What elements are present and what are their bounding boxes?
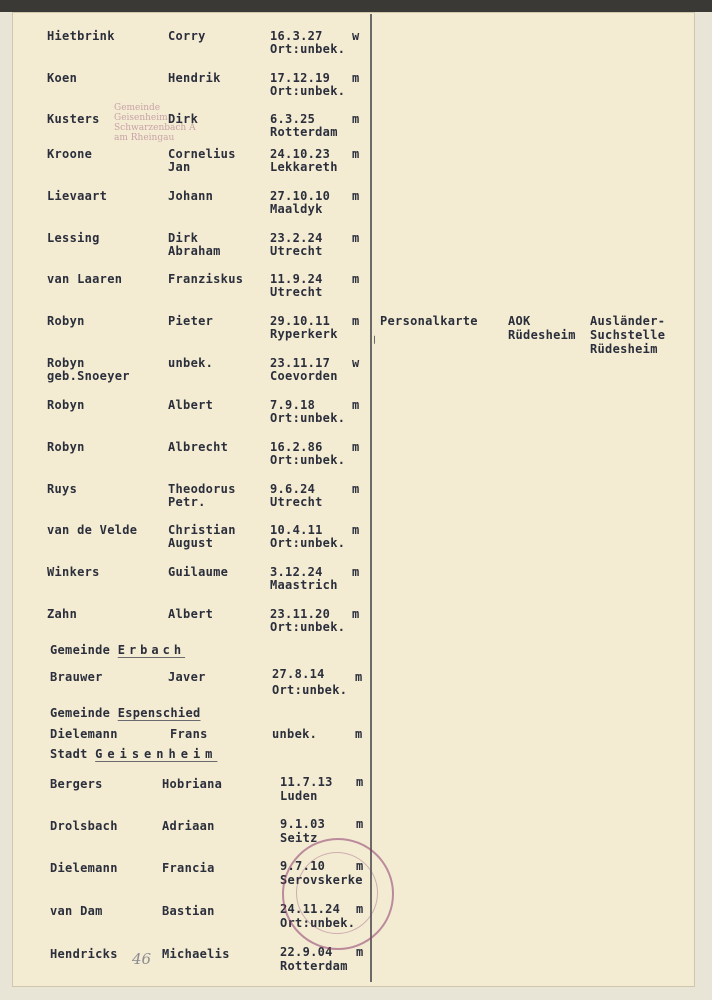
birth-date: 16.3.27 xyxy=(270,29,323,43)
birth-place: Ort:unbek. xyxy=(270,620,346,634)
sex: m xyxy=(356,902,364,916)
surname: Kroone xyxy=(47,147,93,161)
surname: Dielemann xyxy=(50,861,118,875)
birth-place: Luden xyxy=(280,789,318,803)
birth-date: 23.11.17 xyxy=(270,356,331,370)
birth-date: 29.10.11 xyxy=(270,314,331,328)
first-name: Adriaan xyxy=(162,819,215,833)
birth-date: 3.12.24 xyxy=(270,565,323,579)
birth-date: 7.9.18 xyxy=(270,398,316,412)
first-name: Hobriana xyxy=(162,777,223,791)
first-name: Albert xyxy=(168,607,214,621)
surname: van de Velde xyxy=(47,523,138,537)
birth-place: Lekkareth xyxy=(270,160,338,174)
first-name: Corry xyxy=(168,29,206,43)
surname: Robyn xyxy=(47,356,85,370)
surname: Dielemann xyxy=(50,727,118,741)
office-line-3: Rüdesheim xyxy=(590,342,658,356)
first-name: Dirk xyxy=(168,112,199,126)
sex: m xyxy=(355,727,363,741)
sex: m xyxy=(352,112,360,126)
sex: m xyxy=(352,523,360,537)
surname: Kusters xyxy=(47,112,100,126)
first-name: Francia xyxy=(162,861,215,875)
round-stamp-inner xyxy=(296,852,378,934)
birth-date: 27.8.14 xyxy=(272,667,325,681)
first-name: Guilaume xyxy=(168,565,229,579)
sex: m xyxy=(352,231,360,245)
sex: m xyxy=(352,607,360,621)
office-line-2: Suchstelle xyxy=(590,328,666,342)
first-name: Dirk xyxy=(168,231,199,245)
surname: Koen xyxy=(47,71,78,85)
birth-place: Utrecht xyxy=(270,495,323,509)
sex: m xyxy=(352,147,360,161)
birth-place: Rotterdam xyxy=(270,125,338,139)
surname: Hendricks xyxy=(50,947,118,961)
birth-date: 23.2.24 xyxy=(270,231,323,245)
birth-date: 10.4.11 xyxy=(270,523,323,537)
surname: van Laaren xyxy=(47,272,123,286)
first-name: Franziskus xyxy=(168,272,244,286)
birth-date: 9.6.24 xyxy=(270,482,316,496)
first-name: Javer xyxy=(168,670,206,684)
first-name: Bastian xyxy=(162,904,215,918)
birth-place: Ryperkerk xyxy=(270,327,338,341)
section-name: Erbach xyxy=(117,643,186,657)
sex: m xyxy=(352,272,360,286)
insurance-name: AOK xyxy=(508,314,531,328)
sex: m xyxy=(352,565,360,579)
section-header-geisenheim: Stadt Geisenheim xyxy=(50,747,218,761)
surname: Robyn xyxy=(47,314,85,328)
surname: Lessing xyxy=(47,231,100,245)
scanner-top-bar xyxy=(0,0,712,12)
surname: Lievaart xyxy=(47,189,108,203)
birth-place: Ort:unbek. xyxy=(270,42,346,56)
birth-date: 6.3.25 xyxy=(270,112,316,126)
birth-date: 23.11.20 xyxy=(270,607,331,621)
surname: van Dam xyxy=(50,904,103,918)
section-header-erbach: Gemeinde Erbach xyxy=(50,643,186,657)
first-name-line-2: Petr. xyxy=(168,495,206,509)
sex: w xyxy=(352,29,360,43)
first-name: Albrecht xyxy=(168,440,229,454)
sex: m xyxy=(352,314,360,328)
birth-date: 27.10.10 xyxy=(270,189,331,203)
birth-place: Coevorden xyxy=(270,369,338,383)
surname: Hietbrink xyxy=(47,29,115,43)
section-name: Espenschied xyxy=(117,706,201,720)
birth-place: Ort:unbek. xyxy=(270,411,346,425)
birth-date: 16.2.86 xyxy=(270,440,323,454)
first-name: Albert xyxy=(168,398,214,412)
first-name: Christian xyxy=(168,523,236,537)
first-name: Hendrik xyxy=(168,71,221,85)
first-name: Cornelius xyxy=(168,147,236,161)
office-line-1: Ausländer- xyxy=(590,314,666,328)
first-name: unbek. xyxy=(168,356,214,370)
birth-date: 9.7.10 xyxy=(280,859,326,873)
sex: m xyxy=(356,775,364,789)
faint-stamp: Gemeinde Geisenheim Schwarzenbach A am Rheingau xyxy=(114,103,196,143)
birth-date: 24.10.23 xyxy=(270,147,331,161)
birth-date: 22.9.04 xyxy=(280,945,333,959)
birth-place: Serovskerke xyxy=(280,873,363,887)
sex: m xyxy=(355,670,363,684)
birth-place: Utrecht xyxy=(270,285,323,299)
birth-place: Ort:unbek. xyxy=(270,536,346,550)
first-name: Theodorus xyxy=(168,482,236,496)
surname: Winkers xyxy=(47,565,100,579)
first-name: Michaelis xyxy=(162,947,230,961)
card-type: Personalkarte xyxy=(380,314,478,328)
first-name-line-2: Jan xyxy=(168,160,191,174)
first-name: Johann xyxy=(168,189,214,203)
birth-date: 11.7.13 xyxy=(280,775,333,789)
sex: m xyxy=(352,71,360,85)
birth-place: Maastrich xyxy=(270,578,338,592)
birth-date: unbek. xyxy=(272,727,318,741)
surname: Robyn xyxy=(47,440,85,454)
sex: m xyxy=(352,398,360,412)
insurance-location: Rüdesheim xyxy=(508,328,576,342)
surname: Brauwer xyxy=(50,670,103,684)
birth-place: Maaldyk xyxy=(270,202,323,216)
sex: m xyxy=(356,817,364,831)
first-name-line-2: Abraham xyxy=(168,244,221,258)
sex: m xyxy=(352,189,360,203)
column-divider xyxy=(370,14,372,982)
birth-date: 9.1.03 xyxy=(280,817,326,831)
birth-date: 11.9.24 xyxy=(270,272,323,286)
birth-place: Ort:unbek. xyxy=(270,84,346,98)
birth-date: 17.12.19 xyxy=(270,71,331,85)
sex: w xyxy=(352,356,360,370)
sex: m xyxy=(352,482,360,496)
birth-place: Ort:unbek. xyxy=(280,916,356,930)
first-name: Frans xyxy=(170,727,208,741)
first-name-line-2: August xyxy=(168,536,214,550)
first-name: Pieter xyxy=(168,314,214,328)
margin-handwriting: 46 xyxy=(132,950,152,968)
section-name: Geisenheim xyxy=(95,747,218,761)
sex: m xyxy=(356,859,364,873)
section-header-espenschied: Gemeinde Espenschied xyxy=(50,706,201,720)
sex: m xyxy=(356,945,364,959)
birth-place: Seitz xyxy=(280,831,318,845)
surname: Ruys xyxy=(47,482,78,496)
surname: Robyn xyxy=(47,398,85,412)
surname: Bergers xyxy=(50,777,103,791)
birth-place: Ort:unbek. xyxy=(272,683,348,697)
sex: m xyxy=(352,440,360,454)
birth-place: Rotterdam xyxy=(280,959,348,973)
birth-date: 24.11.24 xyxy=(280,902,341,916)
birth-place: Utrecht xyxy=(270,244,323,258)
surname-line-2: geb.Snoeyer xyxy=(47,369,130,383)
surname: Drolsbach xyxy=(50,819,118,833)
birth-place: Ort:unbek. xyxy=(270,453,346,467)
surname: Zahn xyxy=(47,607,78,621)
